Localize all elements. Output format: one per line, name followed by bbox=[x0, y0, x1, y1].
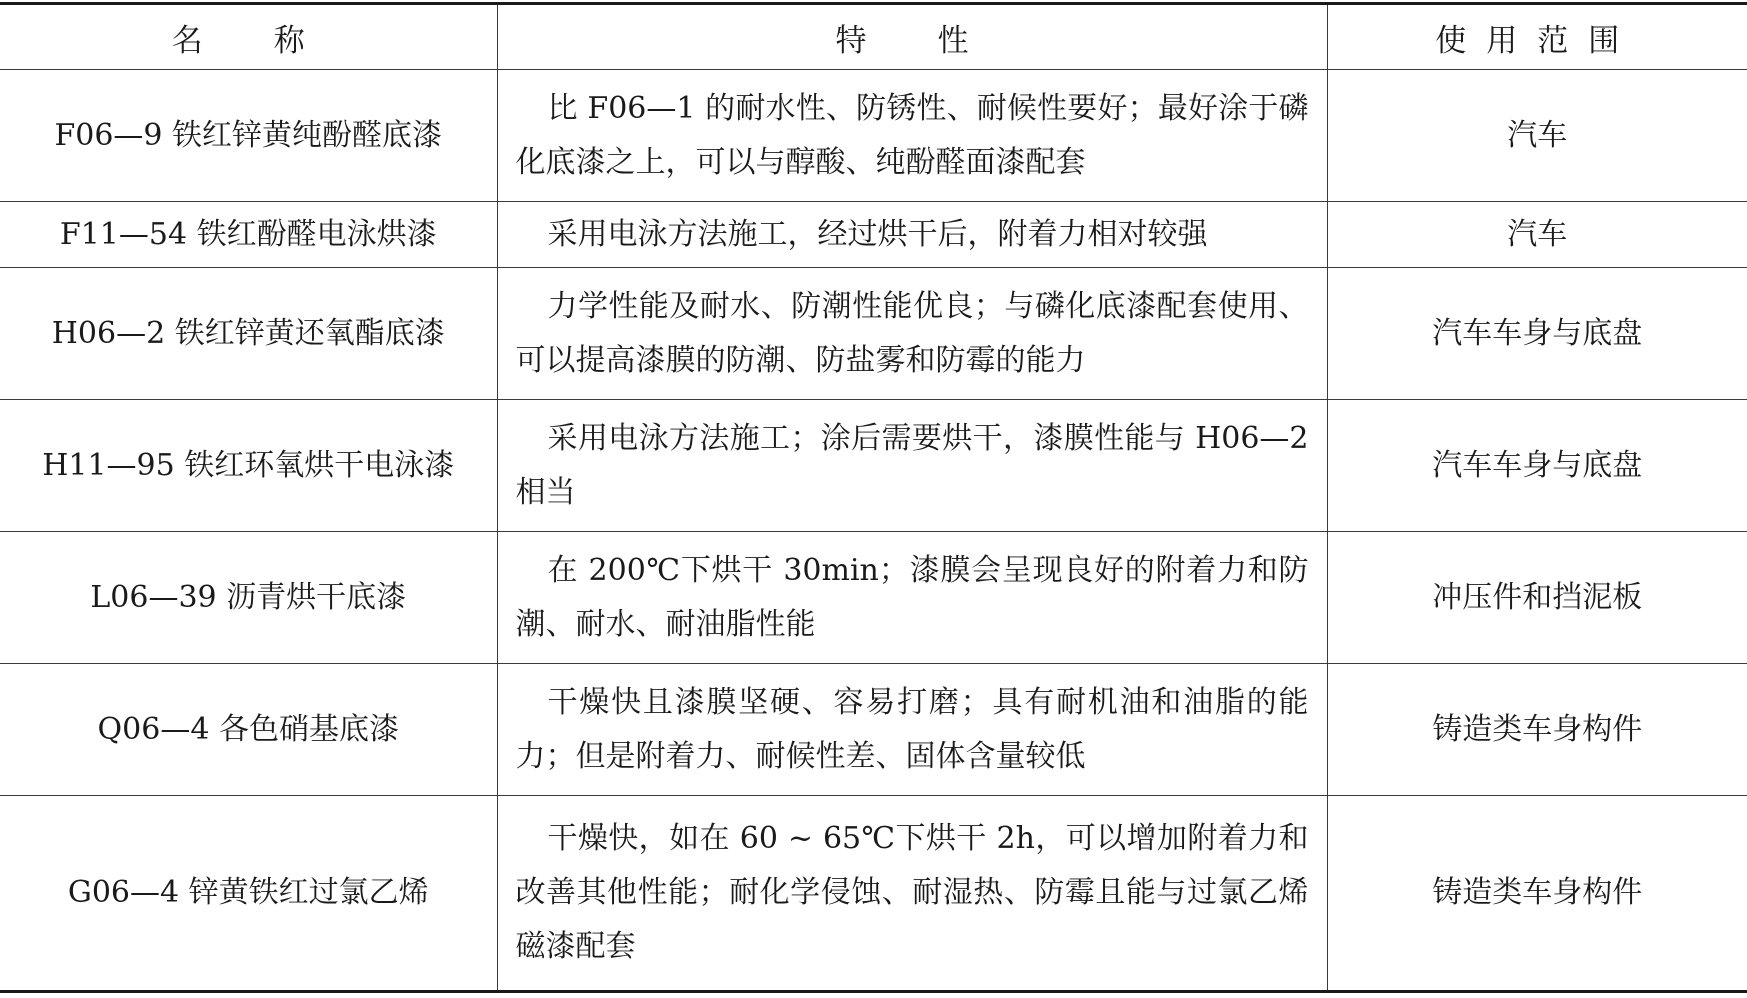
cell-name: Q06—4 各色硝基底漆 bbox=[0, 664, 497, 796]
cell-scope: 汽车 bbox=[1327, 70, 1747, 202]
table-body bbox=[0, 70, 1747, 992]
cell-scope: 汽车车身与底盘 bbox=[1327, 268, 1747, 400]
table-row bbox=[0, 664, 1747, 796]
table-row bbox=[0, 532, 1747, 664]
cell-property: 干燥快，如在 60 ~ 65℃下烘干 2h，可以增加附着力和改善其他性能；耐化学侵蚀、耐湿热、防霉且能与过氯乙烯磁漆配套 bbox=[497, 796, 1327, 992]
cell-scope: 汽车车身与底盘 bbox=[1327, 400, 1747, 532]
table-row bbox=[0, 202, 1747, 268]
header-name: 名 称 bbox=[0, 4, 497, 70]
cell-property: 采用电泳方法施工，经过烘干后，附着力相对较强 bbox=[497, 202, 1327, 268]
cell-name: F06—9 铁红锌黄纯酚醛底漆 bbox=[0, 70, 497, 202]
cell-name: F11—54 铁红酚醛电泳烘漆 bbox=[0, 202, 497, 268]
cell-property: 比 F06—1 的耐水性、防锈性、耐候性要好；最好涂于磷化底漆之上，可以与醇酸、纯酚醛面漆配套 bbox=[497, 70, 1327, 202]
cell-scope: 铸造类车身构件 bbox=[1327, 796, 1747, 992]
table-row bbox=[0, 268, 1747, 400]
cell-scope: 铸造类车身构件 bbox=[1327, 664, 1747, 796]
cell-property: 在 200℃下烘干 30min；漆膜会呈现良好的附着力和防潮、耐水、耐油脂性能 bbox=[497, 532, 1327, 664]
cell-scope: 冲压件和挡泥板 bbox=[1327, 532, 1747, 664]
cell-name: L06—39 沥青烘干底漆 bbox=[0, 532, 497, 664]
cell-name: H06—2 铁红锌黄还氧酯底漆 bbox=[0, 268, 497, 400]
cell-name: H11—95 铁红环氧烘干电泳漆 bbox=[0, 400, 497, 532]
table-header bbox=[0, 4, 1747, 70]
cell-property: 力学性能及耐水、防潮性能优良；与磷化底漆配套使用、可以提高漆膜的防潮、防盐雾和防霉的能力 bbox=[497, 268, 1327, 400]
table-row bbox=[0, 70, 1747, 202]
cell-scope: 汽车 bbox=[1327, 202, 1747, 268]
cell-property: 采用电泳方法施工；涂后需要烘干，漆膜性能与 H06—2 相当 bbox=[497, 400, 1327, 532]
header-row bbox=[0, 4, 1747, 70]
header-property: 特 性 bbox=[497, 4, 1327, 70]
table-row bbox=[0, 796, 1747, 992]
cell-name: G06—4 锌黄铁红过氯乙烯 bbox=[0, 796, 497, 992]
cell-property: 干燥快且漆膜坚硬、容易打磨；具有耐机油和油脂的能力；但是附着力、耐候性差、固体含量较低 bbox=[497, 664, 1327, 796]
table-row bbox=[0, 400, 1747, 532]
header-scope: 使用范围 bbox=[1327, 4, 1747, 70]
primer-properties-table bbox=[0, 2, 1747, 993]
